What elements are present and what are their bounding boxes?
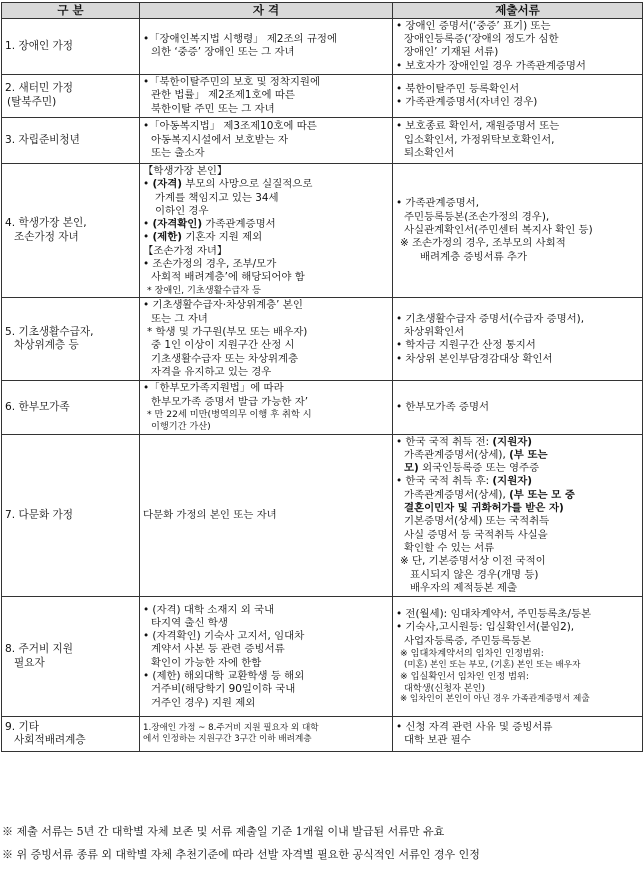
- category-line: 2. 새터민 가정: [5, 82, 74, 95]
- qualification-line: [143, 313, 389, 326]
- category-cell: [2, 381, 140, 434]
- documents-line: [396, 436, 639, 449]
- qualification-line: [143, 604, 389, 617]
- text-segment: • (자격) 대학 소재지 외 국내: [143, 603, 275, 616]
- documents-line: [396, 608, 639, 621]
- text-segment: • 보호자가 장애인일 경우 가족관계증명서: [396, 59, 586, 72]
- category-cell: [2, 434, 140, 597]
- text-segment: 배려계층 증빙서류 추가: [420, 250, 527, 263]
- qualification-line: [143, 382, 389, 395]
- text-segment: 배우자의 제적등본 제출: [410, 581, 517, 594]
- text-segment: 중 1인 이상이 지원구간 산정 시: [151, 339, 295, 352]
- qualification-line: [143, 285, 389, 297]
- documents-line: [396, 683, 639, 695]
- text-segment: * 장애인, 기초생활수급자 등: [147, 284, 261, 296]
- documents-line: [396, 529, 639, 542]
- text-segment: • 전(월세): 임대차계약서, 주민등록초/등본: [396, 608, 592, 621]
- documents-line: [396, 251, 639, 264]
- text-segment: •: [143, 178, 153, 191]
- header-category: 구 분: [2, 3, 140, 19]
- text-segment: * 학생 및 가구원(부모 또는 배우자): [147, 326, 308, 339]
- category-cell: [2, 717, 140, 752]
- emphasis-text: (부 또는 모 중: [509, 488, 575, 501]
- text-segment: 외국인등록증 또는 영주증: [418, 462, 540, 475]
- qualification-line: [143, 697, 389, 710]
- text-segment: 【조손가정 자녀】: [143, 244, 228, 257]
- category-line: 차상위계층 등: [14, 339, 79, 352]
- table-row: [2, 434, 643, 597]
- footnote: ※ 제출 서류는 5년 간 대학별 자체 보존 및 서류 제출일 기준 1개월 이내 발급된 서류만 유효: [2, 825, 445, 838]
- qualification-line: [143, 258, 389, 271]
- text-segment: ※ 입실확인서 임차인 인정 범위:: [400, 670, 529, 682]
- qualification-line: [143, 178, 389, 191]
- text-segment: 북한이탈 주민 또는 그 자녀: [151, 102, 275, 115]
- text-segment: • 가족관계증명서,: [396, 197, 479, 210]
- text-segment: • (제한) 해외대학 교환학생 등 해외: [143, 670, 305, 683]
- category-line: 3. 자립준비청년: [5, 133, 80, 146]
- text-segment: • 북한이탈주민 등록확인서: [396, 82, 520, 95]
- category-cell: [2, 18, 140, 74]
- category-line: 6. 한부모가족: [5, 400, 70, 413]
- text-segment: 또는 출소자: [151, 147, 205, 160]
- text-segment: 가족관계증명서(상세),: [404, 488, 510, 501]
- documents-line: [396, 542, 639, 555]
- documents-cell: [393, 434, 643, 597]
- documents-line: [396, 475, 639, 488]
- text-segment: 기본증명서(상세) 또는 국적취득: [404, 515, 550, 528]
- documents-line: [396, 671, 639, 683]
- qualification-line: [143, 353, 389, 366]
- qualification-line: [143, 33, 389, 46]
- documents-line: [396, 660, 639, 671]
- text-segment: (미혼) 본인 또는 부모, (기혼) 본인 또는 배우자: [404, 659, 581, 670]
- text-segment: • 신청 자격 관련 사유 및 증빙서류: [396, 720, 553, 733]
- category-line: (탈북주민): [7, 95, 57, 108]
- documents-line: [396, 237, 639, 250]
- qualification-line: [143, 409, 389, 421]
- text-segment: 다문화 가정의 본인 또는 자녀: [143, 508, 277, 521]
- header-qualification: 자 격: [140, 3, 393, 19]
- qualification-line: [143, 76, 389, 89]
- documents-cell: [393, 717, 643, 752]
- table-row: [2, 117, 643, 163]
- qualification-line: [143, 339, 389, 352]
- documents-line: [396, 147, 639, 160]
- qualification-line: [143, 134, 389, 147]
- text-segment: • 기숙사,고시원등: 입실확인서(붙임2),: [396, 621, 575, 634]
- category-line: 사회적배려계층: [14, 734, 86, 747]
- emphasis-text: 결혼이민자 및 귀화허가를 받은 자): [404, 502, 564, 515]
- text-segment: 사실관계확인서(주민센터 복지사 확인 등): [404, 224, 593, 237]
- text-segment: 기혼자 지원 제외: [182, 231, 263, 244]
- text-segment: 주민등록등본(조손가정의 경우),: [404, 210, 550, 223]
- text-segment: 장애인’ 기재된 서류): [404, 46, 499, 59]
- text-segment: • 장애인 증명서(‘중증’ 표기) 또는: [396, 19, 551, 32]
- text-segment: 아동복지시설에서 보호받는 자: [151, 133, 289, 146]
- documents-line: [396, 211, 639, 224]
- text-segment: ※ 임차인이 본인이 아닌 경우 가족관계증명서 제출: [400, 694, 590, 705]
- qualification-line: [143, 165, 389, 178]
- qualification-line: [143, 723, 389, 734]
- qualification-line: [143, 205, 389, 218]
- text-segment: •「한부모가족지원법」에 따라: [143, 382, 284, 395]
- documents-line: [396, 555, 639, 568]
- text-segment: 차상위확인서: [404, 326, 465, 339]
- table-row: [2, 717, 643, 752]
- text-segment: •「아동복지법」 제3조제10호에 따른: [143, 120, 317, 133]
- category-line: 8. 주거비 지원: [5, 643, 74, 656]
- table-header-row: [2, 3, 643, 19]
- text-segment: •: [143, 218, 153, 231]
- documents-line: [396, 734, 639, 747]
- text-segment: • (자격확인) 기숙사 고지서, 임대차: [143, 630, 305, 643]
- qualification-line: [143, 218, 389, 231]
- documents-line: [396, 197, 639, 210]
- emphasis-text: (지원자): [492, 435, 533, 448]
- qualification-line: [143, 617, 389, 630]
- category-line: 1. 장애인 가정: [5, 39, 74, 52]
- qualification-cell: [140, 18, 393, 74]
- category-line: 필요자: [14, 656, 45, 669]
- text-segment: 이행기간 가산): [151, 420, 211, 432]
- text-segment: 대학생(신청자 본인): [404, 682, 486, 694]
- qualification-cell: [140, 163, 393, 298]
- text-segment: ※ 단, 기본증명서상 이전 국적이: [400, 555, 546, 568]
- qualification-line: [143, 683, 389, 696]
- documents-line: [396, 721, 639, 734]
- documents-line: [396, 635, 639, 648]
- text-segment: • 기초생활수급자·차상위계층’ 본인: [143, 299, 303, 312]
- category-line: 9. 기타: [5, 720, 39, 733]
- documents-line: [396, 33, 639, 46]
- documents-cell: [393, 381, 643, 434]
- qualification-cell: [140, 74, 393, 117]
- category-cell: [2, 298, 140, 381]
- documents-line: [396, 313, 639, 326]
- text-segment: • 보호종료 확인서, 재원증명서 또는: [396, 120, 560, 133]
- category-line: 조손가정 자녀: [14, 230, 79, 243]
- emphasis-text: (제한): [152, 231, 183, 244]
- text-segment: 한부모가족 증명서 발급 가능한 자’: [151, 395, 309, 408]
- qualification-line: [143, 670, 389, 683]
- documents-line: [396, 326, 639, 339]
- text-segment: 사업자등록증, 주민등록등본: [404, 634, 532, 647]
- footnote: ※ 위 증빙서류 종류 외 대학별 자체 추천기준에 따라 선발 자격별 필요한 공식적인 서류인 경우 인정: [2, 848, 480, 862]
- table-row: [2, 18, 643, 74]
- qualification-line: [143, 147, 389, 160]
- table-row: [2, 74, 643, 117]
- qualification-cell: [140, 298, 393, 381]
- emphasis-text: (부 또는: [509, 448, 548, 461]
- documents-line: [396, 515, 639, 528]
- text-segment: 【학생가장 본인】: [143, 164, 228, 177]
- category-line: 5. 기초생활수급자,: [5, 325, 94, 338]
- documents-line: [396, 83, 639, 96]
- qualification-line: [143, 643, 389, 656]
- text-segment: 관한 법률」 제2조제1호에 따른: [151, 89, 295, 102]
- qualification-cell: [140, 381, 393, 434]
- text-segment: 표시되지 않은 경우(개명 등): [410, 568, 539, 581]
- text-segment: 기초생활수급자 또는 차상위계층: [151, 352, 299, 365]
- qualification-line: [143, 366, 389, 379]
- text-segment: 입소확인서, 가정위탁보호확인서,: [404, 133, 555, 146]
- text-segment: 가족관계증명서(상세),: [404, 448, 510, 461]
- qualification-line: [143, 271, 389, 284]
- category-cell: [2, 163, 140, 298]
- text-segment: 계약서 사본 등 관련 증빙서류: [151, 643, 285, 656]
- text-segment: 장애인등록증(‘장애의 정도가 심한: [404, 33, 559, 46]
- qualification-line: [143, 657, 389, 670]
- text-segment: 가계를 책임지고 있는 34세: [155, 191, 279, 204]
- documents-line: [396, 502, 639, 515]
- table-row: [2, 298, 643, 381]
- qualification-line: [143, 46, 389, 59]
- footnotes: [2, 825, 642, 871]
- table-row: [2, 381, 643, 434]
- documents-cell: [393, 117, 643, 163]
- text-segment: 사회적 배려계층’에 해당되어야 함: [151, 271, 305, 284]
- qualification-cell: [140, 597, 393, 717]
- text-segment: 에서 인정하는 지원구간 3구간 이하 배려계층: [143, 734, 312, 745]
- text-segment: * 만 22세 미만(병역의무 이행 후 취학 시: [147, 408, 312, 420]
- qualification-table: [1, 2, 643, 752]
- text-segment: 부모의 사망으로 실질적으로: [182, 178, 313, 191]
- category-cell: [2, 117, 140, 163]
- text-segment: 확인할 수 있는 서류: [404, 542, 495, 555]
- text-segment: •: [143, 231, 153, 244]
- documents-line: [396, 60, 639, 73]
- text-segment: 대학 보관 필수: [404, 734, 471, 747]
- text-segment: • 한국 국적 취득 전:: [396, 435, 493, 448]
- documents-line: [396, 353, 639, 366]
- qualification-line: [143, 421, 389, 433]
- text-segment: 가족관계증명서: [202, 218, 276, 231]
- category-cell: [2, 74, 140, 117]
- emphasis-text: 모): [404, 462, 419, 475]
- qualification-line: [143, 89, 389, 102]
- documents-line: [396, 46, 639, 59]
- category-line: 4. 학생가장 본인,: [5, 217, 87, 230]
- documents-line: [396, 134, 639, 147]
- qualification-line: [143, 192, 389, 205]
- text-segment: 사실 증명서 등 국적취득 사실을: [404, 528, 548, 541]
- documents-line: [396, 694, 639, 705]
- documents-line: [396, 401, 639, 414]
- qualification-line: [143, 326, 389, 339]
- qualification-cell: [140, 117, 393, 163]
- text-segment: 퇴소확인서: [404, 147, 455, 160]
- text-segment: 거주인 경우) 지원 제외: [151, 696, 256, 709]
- qualification-cell: [140, 717, 393, 752]
- text-segment: • 한부모가족 증명서: [396, 400, 490, 413]
- documents-line: [396, 489, 639, 502]
- documents-line: [396, 462, 639, 475]
- documents-line: [396, 621, 639, 634]
- documents-cell: [393, 597, 643, 717]
- text-segment: 자격을 유지하고 있는 경우: [151, 366, 272, 379]
- text-segment: • 기초생활수급자 증명서(수급자 증명서),: [396, 312, 585, 325]
- documents-line: [396, 648, 639, 660]
- qualification-line: [143, 299, 389, 312]
- documents-line: [396, 339, 639, 352]
- category-cell: [2, 597, 140, 717]
- text-segment: • 가족관계증명서(자녀인 경우): [396, 95, 538, 108]
- text-segment: 1.장애인 가정 ~ 8.주거비 지원 필요자 외 대학: [143, 723, 319, 734]
- text-segment: ※ 임대차계약서의 임차인 인정범위:: [400, 648, 544, 660]
- documents-line: [396, 569, 639, 582]
- qualification-line: [143, 734, 389, 745]
- qualification-line: [143, 103, 389, 116]
- documents-line: [396, 96, 639, 109]
- documents-line: [396, 20, 639, 33]
- qualification-line: [143, 231, 389, 244]
- text-segment: 또는 그 자녀: [151, 312, 208, 325]
- text-segment: 확인이 가능한 자에 한함: [151, 656, 262, 669]
- text-segment: •「북한이탈주민의 보호 및 정착지원에: [143, 75, 320, 88]
- text-segment: • 조손가정의 경우, 조부/모가: [143, 258, 277, 271]
- qualification-line: [143, 245, 389, 258]
- table-row: [2, 163, 643, 298]
- documents-cell: [393, 74, 643, 117]
- qualification-line: [143, 630, 389, 643]
- text-segment: • 한국 국적 취득 후:: [396, 475, 493, 488]
- header-documents: 제출서류: [393, 3, 643, 19]
- documents-line: [396, 449, 639, 462]
- table-row: [2, 597, 643, 717]
- text-segment: • 차상위 본인부담경감대상 확인서: [396, 352, 553, 365]
- text-segment: • 학자금 지원구간 산정 통지서: [396, 339, 536, 352]
- text-segment: •「장애인복지법 시행령」 제2조의 규정에: [143, 33, 337, 46]
- qualification-line: [143, 120, 389, 133]
- documents-cell: [393, 18, 643, 74]
- documents-line: [396, 582, 639, 595]
- documents-line: [396, 224, 639, 237]
- text-segment: 이하인 경우: [155, 204, 209, 217]
- documents-cell: [393, 163, 643, 298]
- text-segment: 거주비(해당학기 90일이하 국내: [151, 683, 296, 696]
- documents-cell: [393, 298, 643, 381]
- text-segment: ※ 조손가정의 경우, 조부모의 사회적: [400, 237, 566, 250]
- documents-line: [396, 120, 639, 133]
- emphasis-text: (지원자): [492, 475, 533, 488]
- qualification-cell: [140, 434, 393, 597]
- text-segment: 타지역 출신 학생: [151, 616, 228, 629]
- qualification-line: [143, 509, 389, 522]
- emphasis-text: (자격): [152, 178, 183, 191]
- text-segment: 의한 ‘중증’ 장애인 또는 그 자녀: [151, 46, 295, 59]
- category-line: 7. 다문화 가정: [5, 508, 74, 521]
- qualification-line: [143, 396, 389, 409]
- emphasis-text: (자격확인): [152, 218, 203, 231]
